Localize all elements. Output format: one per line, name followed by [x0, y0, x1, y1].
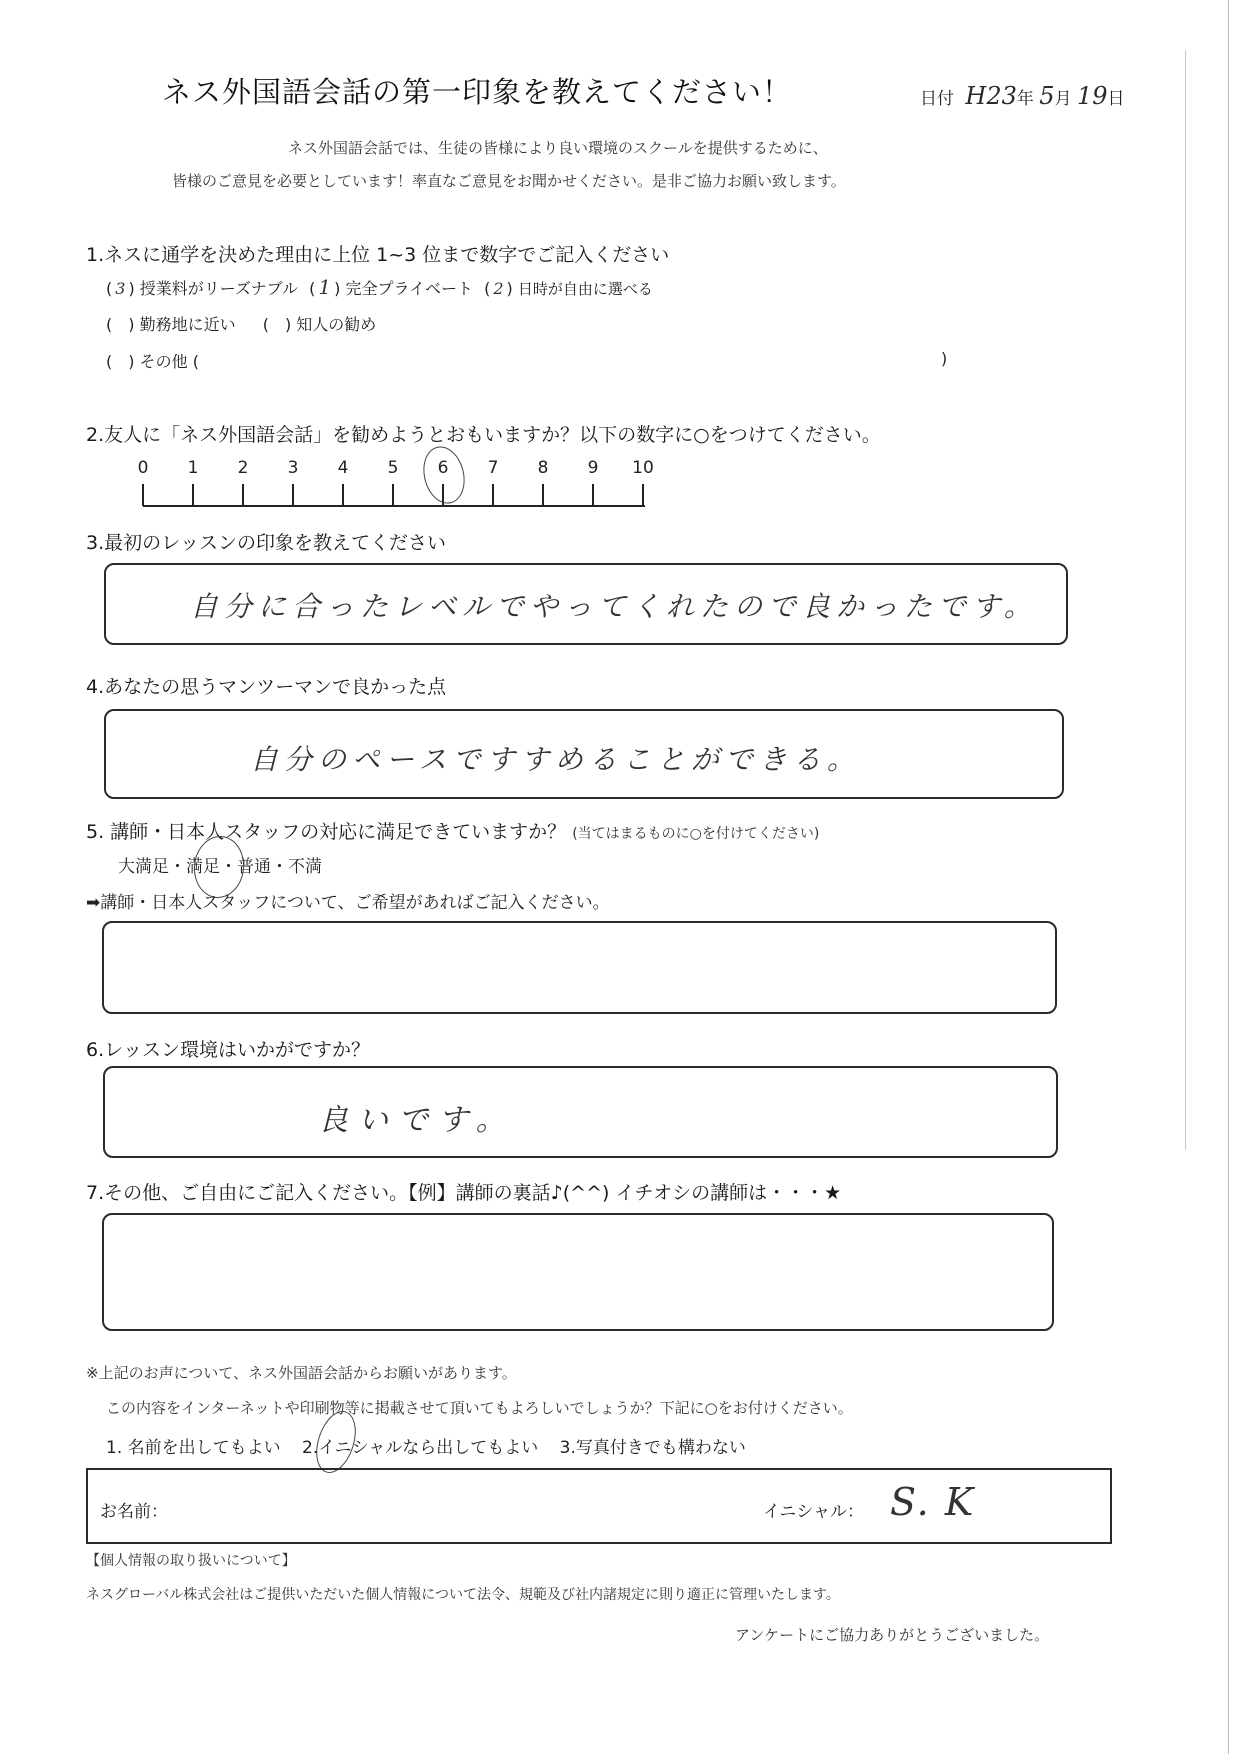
q5-option-very-satisfied[interactable]: 大満足 — [118, 857, 169, 877]
privacy-heading: 【個人情報の取り扱いについて】 — [86, 1553, 296, 1569]
q5-option-satisfied[interactable]: 満足 — [186, 857, 220, 877]
q7-answer-box[interactable] — [102, 1213, 1054, 1331]
q5-option-dissatisfied[interactable]: 不満 — [288, 857, 322, 877]
scale-tick — [242, 484, 244, 506]
initial-label: イニシャル： — [763, 1502, 864, 1522]
date-day-unit: 日 — [1107, 89, 1125, 109]
date-month-unit: 月 — [1054, 89, 1072, 109]
scale-label[interactable]: 2 — [237, 458, 249, 478]
q5-option-neutral[interactable]: 普通 — [237, 857, 271, 877]
survey-title: ネス外国語会話の第一印象を教えてください！ — [162, 75, 793, 109]
privacy-body: ネスグローバル株式会社はご提供いただいた個人情報について法令、規範及び社内諸規定に則り適正に管理いたします。 — [86, 1587, 840, 1603]
date-label: 日付 — [920, 89, 954, 109]
intro-line-1: ネス外国語会話では、生徒の皆様により良い環境のスクールを提供するために、 — [288, 139, 828, 157]
scale-tick — [492, 484, 494, 506]
selected-score-circle — [418, 442, 471, 508]
date-month: 5 — [1039, 82, 1055, 110]
scan-artifact-line — [1185, 50, 1186, 1150]
scale-label[interactable]: 10 — [632, 458, 654, 478]
q1-option[interactable]: ( 2 ) 日時が自由に選べる — [484, 279, 653, 298]
date-era-year: H23 — [965, 82, 1017, 110]
q1-option-label: その他 — [139, 352, 188, 371]
q1-option[interactable]: ( 1 ) 完全プライベート — [309, 275, 473, 299]
consent-options — [106, 1433, 746, 1458]
q5-question: 5. 講師・日本人スタッフの対応に満足できていますか？ (当てはまるものに○を付けてください) — [86, 821, 820, 843]
q1-option-label: 授業料がリーズナブル — [139, 279, 299, 298]
q1-other-close-paren: ) — [941, 349, 948, 368]
scale-label[interactable]: 8 — [537, 458, 549, 478]
date-day: 19 — [1076, 82, 1108, 110]
q1-option[interactable]: ( 3 ) 授業料がリーズナブル — [106, 279, 299, 298]
scale-tick — [542, 484, 544, 506]
scale-label[interactable]: 6 — [437, 458, 449, 478]
q1-option[interactable]: ( ) その他 ( — [106, 352, 199, 371]
q7-question: 7.その他、ご自由にご記入ください。【例】講師の裏話♪(^^) イチオシの講師は・・・★ — [86, 1182, 842, 1204]
thanks-message: アンケートにご協力ありがとうございました。 — [735, 1626, 1050, 1644]
q5-followup-box[interactable] — [102, 921, 1057, 1014]
scale-tick — [642, 484, 644, 506]
q1-option-label: 知人の勧め — [296, 315, 377, 334]
name-label: お名前： — [100, 1502, 168, 1522]
scale-label[interactable]: 0 — [137, 458, 149, 478]
q1-rank-value: 2 — [493, 279, 504, 298]
scale-label[interactable]: 9 — [587, 458, 599, 478]
scale-tick — [192, 484, 194, 506]
q1-option[interactable]: ( ) 勤務地に近い — [106, 315, 236, 334]
intro-line-2: 皆様のご意見を必要としています！率直なご意見をお聞かせください。是非ご協力お願い致します。 — [172, 172, 846, 190]
q1-options-row-3 — [106, 349, 199, 372]
consent-option-initials[interactable]: 2.イニシャルなら出してもよい — [302, 1438, 539, 1458]
scale-tick — [292, 484, 294, 506]
q1-question: 1.ネスに通学を決めた理由に上位 1~3 位まで数字でご記入ください — [86, 244, 670, 266]
consent-request: この内容をインターネットや印刷物等に掲載させて頂いてもよろしいでしょうか？下記に○をお付けください。 — [106, 1399, 853, 1417]
q1-options-row-1 — [106, 275, 653, 299]
scale-tick — [592, 484, 594, 506]
consent-option-name[interactable]: 1. 名前を出してもよい — [106, 1438, 281, 1458]
q5-note: (当てはまるものに○を付けてください) — [572, 826, 820, 842]
q1-option[interactable]: ( ) 知人の勧め — [262, 315, 377, 334]
date-year-unit: 年 — [1016, 89, 1034, 109]
scale-label[interactable]: 5 — [387, 458, 399, 478]
q1-options-row-2 — [106, 312, 376, 335]
q2-question: 2.友人に「ネス外国語会話」を勧めようとおもいますか？以下の数字に○をつけてください。 — [86, 424, 881, 446]
q5-followup: ➡講師・日本人スタッフについて、ご希望があればご記入ください。 — [86, 893, 610, 913]
q3-answer: 自分に合ったレベルでやってくれたので良かったです。 — [190, 590, 1038, 623]
q3-question: 3.最初のレッスンの印象を教えてください — [86, 532, 446, 554]
consent-option-photo[interactable]: 3.写真付きでも構わない — [559, 1438, 746, 1458]
scale-baseline — [143, 505, 645, 507]
scan-artifact-line — [1228, 0, 1229, 1754]
scale-label[interactable]: 1 — [187, 458, 199, 478]
scale-label[interactable]: 3 — [287, 458, 299, 478]
scale-label[interactable]: 4 — [337, 458, 349, 478]
consent-notice: ※上記のお声について、ネス外国語会話からお願いがあります。 — [86, 1364, 517, 1382]
initial-value: S. K — [890, 1480, 976, 1524]
q1-option-label: 勤務地に近い — [139, 315, 236, 334]
scale-tick — [142, 484, 144, 506]
date-field[interactable] — [920, 82, 1125, 110]
q1-option-label: 日時が自由に選べる — [517, 280, 653, 298]
q5-options: 大満足・満足・普通・不満 — [118, 857, 322, 877]
q6-answer: 良いです。 — [318, 1103, 516, 1138]
q1-rank-value: 1 — [318, 275, 332, 299]
scale-tick — [342, 484, 344, 506]
q4-answer: 自分のペースですすめることができる。 — [250, 743, 861, 776]
q6-answer-box[interactable] — [103, 1066, 1058, 1158]
scale-tick — [392, 484, 394, 506]
scale-label[interactable]: 7 — [487, 458, 499, 478]
q4-question: 4.あなたの思うマンツーマンで良かった点 — [86, 676, 447, 698]
q1-rank-value: 3 — [115, 279, 126, 298]
q1-option-label: 完全プライベート — [345, 279, 473, 298]
q6-question: 6.レッスン環境はいかがですか？ — [86, 1039, 370, 1061]
